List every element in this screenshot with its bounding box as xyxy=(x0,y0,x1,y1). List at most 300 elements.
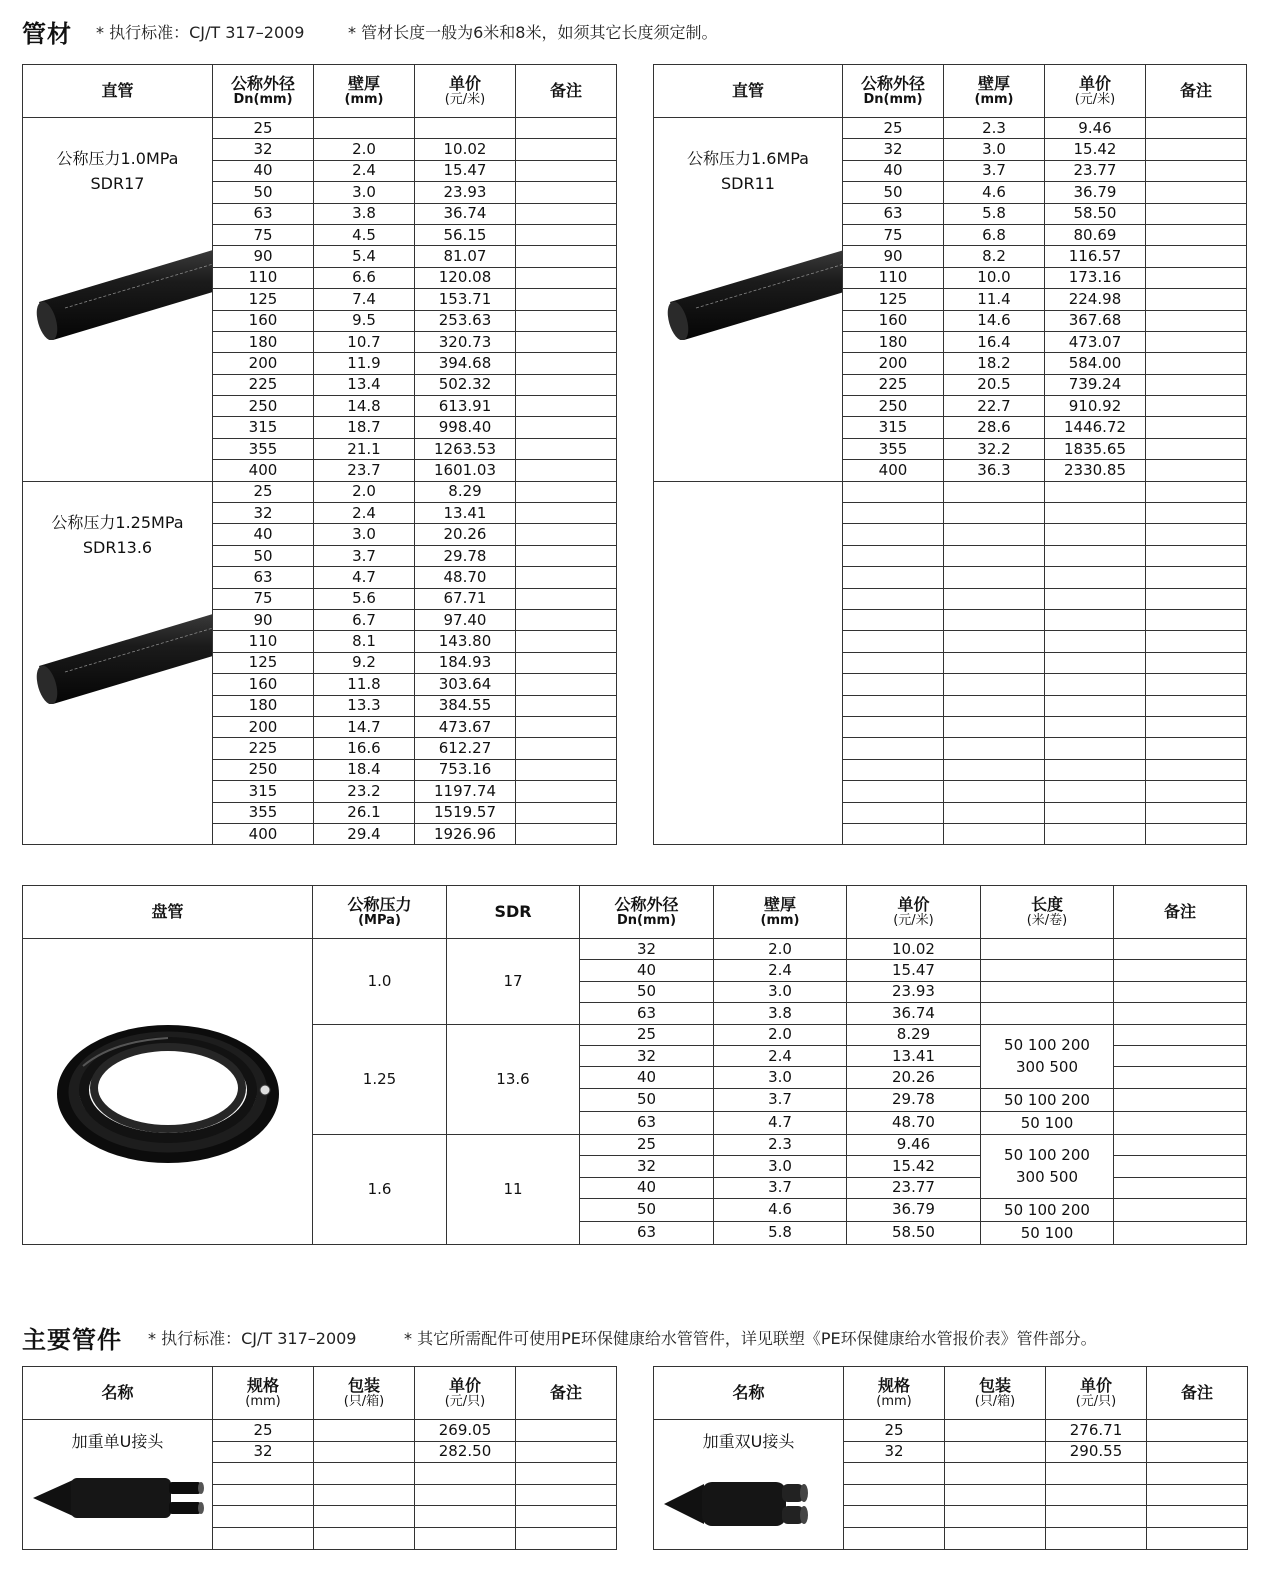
wall-cell: 36.3 xyxy=(944,460,1045,481)
empty-cell xyxy=(944,674,1045,695)
price-cell: 97.40 xyxy=(415,609,516,630)
dn-cell: 225 xyxy=(843,374,944,395)
empty-cell xyxy=(843,652,944,673)
wall-cell: 11.4 xyxy=(944,289,1045,310)
wall-cell: 23.2 xyxy=(314,781,415,802)
empty-cell xyxy=(843,781,944,802)
price-cell: 253.63 xyxy=(415,310,516,331)
wall-cell: 9.2 xyxy=(314,652,415,673)
wall-cell: 3.0 xyxy=(944,139,1045,160)
dn-cell: 125 xyxy=(843,289,944,310)
dn-cell: 63 xyxy=(213,203,314,224)
table-row xyxy=(23,939,1247,960)
remark-cell xyxy=(1114,1221,1247,1244)
wall-cell: 5.8 xyxy=(714,1221,847,1244)
dn-cell: 40 xyxy=(213,160,314,181)
wall-cell: 3.7 xyxy=(714,1177,847,1198)
price-cell: 36.79 xyxy=(847,1198,981,1221)
dn-cell: 180 xyxy=(213,331,314,352)
coil-sdr-cell: 17 xyxy=(447,939,580,1025)
empty-cell xyxy=(843,524,944,545)
remark-cell xyxy=(516,374,617,395)
price-cell: 67.71 xyxy=(415,588,516,609)
empty-cell xyxy=(944,567,1045,588)
remark-cell xyxy=(516,310,617,331)
dn-cell: 90 xyxy=(213,246,314,267)
dn-cell: 32 xyxy=(213,139,314,160)
wall-cell: 16.4 xyxy=(944,331,1045,352)
price-cell: 276.71 xyxy=(1046,1420,1147,1442)
wall-cell: 3.7 xyxy=(714,1088,847,1111)
price-cell: 1926.96 xyxy=(415,823,516,844)
spec-cell xyxy=(844,1484,945,1506)
price-cell: 8.29 xyxy=(847,1024,981,1045)
wall-cell: 3.8 xyxy=(714,1003,847,1024)
wall-cell xyxy=(314,118,415,139)
empty-cell xyxy=(843,567,944,588)
empty-cell xyxy=(944,631,1045,652)
dn-cell: 180 xyxy=(843,331,944,352)
wall-cell: 2.0 xyxy=(314,481,415,502)
empty-cell xyxy=(1045,652,1146,673)
remark-cell xyxy=(516,396,617,417)
fit-header-pack: 包装 (只/箱) xyxy=(314,1367,415,1420)
empty-cell xyxy=(1045,503,1146,524)
black-pipe-image xyxy=(666,230,843,340)
price-cell: 282.50 xyxy=(415,1441,516,1463)
remark-cell xyxy=(1147,1463,1248,1485)
empty-cell xyxy=(1146,524,1247,545)
wall-cell: 2.3 xyxy=(944,118,1045,139)
length-cell xyxy=(981,981,1114,1002)
pack-cell xyxy=(945,1420,1046,1442)
wall-cell: 4.7 xyxy=(714,1111,847,1134)
remark-cell xyxy=(1146,182,1247,203)
price-cell: 613.91 xyxy=(415,396,516,417)
table-row xyxy=(23,481,617,502)
dn-cell: 180 xyxy=(213,695,314,716)
coil-sdr-cell: 11 xyxy=(447,1134,580,1244)
empty-cell xyxy=(1045,781,1146,802)
fitting-standard-note: * 执行标准：CJ/T 317–2009 xyxy=(148,1329,357,1348)
remark-cell xyxy=(1146,139,1247,160)
wall-cell: 2.4 xyxy=(314,503,415,524)
empty-cell xyxy=(1045,481,1146,502)
empty-cell xyxy=(944,545,1045,566)
wall-cell: 11.8 xyxy=(314,674,415,695)
dn-cell: 250 xyxy=(213,396,314,417)
dn-cell: 400 xyxy=(213,460,314,481)
price-cell: 473.07 xyxy=(1045,331,1146,352)
empty-cell xyxy=(1045,695,1146,716)
remark-cell xyxy=(516,823,617,844)
table-row xyxy=(654,481,1247,502)
price-cell: 473.67 xyxy=(415,716,516,737)
empty-cell xyxy=(843,716,944,737)
spec-cell xyxy=(844,1527,945,1549)
wall-cell: 2.4 xyxy=(714,1045,847,1066)
wall-cell: 21.1 xyxy=(314,438,415,459)
dn-cell: 75 xyxy=(213,588,314,609)
pack-cell xyxy=(945,1527,1046,1549)
price-cell: 23.93 xyxy=(415,182,516,203)
dn-cell: 40 xyxy=(843,160,944,181)
remark-cell xyxy=(516,353,617,374)
length-note: * 管材长度一般为6米和8米，如须其它长度须定制。 xyxy=(348,23,718,42)
empty-cell xyxy=(843,823,944,844)
remark-cell xyxy=(516,438,617,459)
empty-cell xyxy=(843,759,944,780)
wall-cell: 13.4 xyxy=(314,374,415,395)
price-cell: 320.73 xyxy=(415,331,516,352)
remark-cell xyxy=(1146,203,1247,224)
price-cell: 269.05 xyxy=(415,1420,516,1442)
remark-cell xyxy=(516,652,617,673)
price-cell: 1835.65 xyxy=(1045,438,1146,459)
remark-cell xyxy=(516,182,617,203)
remark-cell xyxy=(1114,1134,1247,1155)
empty-cell xyxy=(1146,695,1247,716)
remark-cell xyxy=(516,802,617,823)
remark-cell xyxy=(516,1420,617,1442)
price-cell: 20.26 xyxy=(415,524,516,545)
fit-header-spec: 规格 (mm) xyxy=(213,1367,314,1420)
spec-cell xyxy=(844,1506,945,1528)
wall-cell: 29.4 xyxy=(314,823,415,844)
fitting-name-cell xyxy=(654,1420,844,1550)
empty-cell xyxy=(1146,631,1247,652)
price-cell: 36.79 xyxy=(1045,182,1146,203)
remark-cell xyxy=(1147,1420,1248,1442)
remark-cell xyxy=(516,267,617,288)
header-dn: 公称外径 Dn(mm) xyxy=(213,65,314,118)
price-cell: 224.98 xyxy=(1045,289,1146,310)
fit-header-remark: 备注 xyxy=(1147,1367,1248,1420)
empty-cell xyxy=(944,802,1045,823)
dn-cell: 225 xyxy=(213,374,314,395)
dn-cell: 160 xyxy=(213,310,314,331)
price-cell: 80.69 xyxy=(1045,224,1146,245)
remark-cell xyxy=(1146,310,1247,331)
remark-cell xyxy=(1147,1506,1248,1528)
coil-table xyxy=(22,885,1247,1245)
dn-cell: 50 xyxy=(580,981,714,1002)
price-cell xyxy=(1046,1527,1147,1549)
remark-cell xyxy=(516,331,617,352)
empty-cell xyxy=(1146,652,1247,673)
standard-note: * 执行标准：CJ/T 317–2009 xyxy=(96,23,305,42)
remark-cell xyxy=(516,417,617,438)
length-value: 300 500 xyxy=(1015,1168,1079,1187)
wall-cell: 3.0 xyxy=(314,524,415,545)
dn-cell: 25 xyxy=(580,1024,714,1045)
empty-cell xyxy=(944,609,1045,630)
empty-cell xyxy=(944,759,1045,780)
empty-cell xyxy=(1146,738,1247,759)
price-cell: 36.74 xyxy=(415,203,516,224)
empty-cell xyxy=(1045,545,1146,566)
empty-cell xyxy=(1146,802,1247,823)
coil-header-wall: 壁厚 (mm) xyxy=(714,886,847,939)
pipe-table-right xyxy=(653,64,1247,845)
price-cell xyxy=(1046,1484,1147,1506)
price-cell: 23.77 xyxy=(1045,160,1146,181)
black-pipe-image xyxy=(35,230,213,340)
wall-cell: 3.8 xyxy=(314,203,415,224)
empty-cell xyxy=(1146,545,1247,566)
empty-cell xyxy=(1146,567,1247,588)
remark-cell xyxy=(1114,1198,1247,1221)
price-cell: 2330.85 xyxy=(1045,460,1146,481)
remark-cell xyxy=(516,1506,617,1528)
wall-cell: 18.2 xyxy=(944,353,1045,374)
remark-cell xyxy=(1146,246,1247,267)
wall-cell: 3.0 xyxy=(714,981,847,1002)
empty-cell xyxy=(843,609,944,630)
double-u-joint-image xyxy=(662,1476,842,1532)
dn-cell: 160 xyxy=(213,674,314,695)
spec-cell xyxy=(213,1484,314,1506)
remark-cell xyxy=(1114,1111,1247,1134)
remark-cell xyxy=(516,289,617,310)
dn-cell: 200 xyxy=(213,353,314,374)
dn-cell: 25 xyxy=(213,481,314,502)
wall-cell: 9.5 xyxy=(314,310,415,331)
pipe-table-left xyxy=(22,64,617,845)
coil-header-length: 长度 (米/卷) xyxy=(981,886,1114,939)
remark-cell xyxy=(516,1441,617,1463)
dn-cell: 25 xyxy=(580,1134,714,1155)
header-wall: 壁厚 (mm) xyxy=(944,65,1045,118)
remark-cell xyxy=(516,1527,617,1549)
remark-cell xyxy=(516,160,617,181)
dn-cell: 32 xyxy=(580,1045,714,1066)
price-cell: 9.46 xyxy=(1045,118,1146,139)
length-value: 300 500 xyxy=(1015,1058,1079,1077)
pack-cell xyxy=(945,1506,1046,1528)
price-cell: 384.55 xyxy=(415,695,516,716)
section-title-pipes: 管材 xyxy=(22,20,72,48)
remark-cell xyxy=(516,246,617,267)
section-title-fittings: 主要管件 xyxy=(22,1326,122,1354)
price-cell xyxy=(415,118,516,139)
remark-cell xyxy=(1114,1177,1247,1198)
empty-cell xyxy=(944,695,1045,716)
price-cell: 48.70 xyxy=(415,567,516,588)
empty-cell xyxy=(1045,759,1146,780)
price-cell: 584.00 xyxy=(1045,353,1146,374)
length-cell xyxy=(981,1134,1114,1198)
price-cell: 48.70 xyxy=(847,1111,981,1134)
wall-cell: 4.6 xyxy=(714,1198,847,1221)
remark-cell xyxy=(516,631,617,652)
dn-cell: 63 xyxy=(213,567,314,588)
remark-cell xyxy=(1146,396,1247,417)
price-cell: 502.32 xyxy=(415,374,516,395)
wall-cell: 22.7 xyxy=(944,396,1045,417)
remark-cell xyxy=(516,118,617,139)
remark-cell xyxy=(1146,160,1247,181)
sdr-label: SDR13.6 xyxy=(82,537,153,557)
coil-header-price: 单价 (元/米) xyxy=(847,886,981,939)
remark-cell xyxy=(1114,1024,1247,1045)
remark-cell xyxy=(1114,981,1247,1002)
remark-cell xyxy=(516,567,617,588)
price-cell: 36.74 xyxy=(847,1003,981,1024)
wall-cell: 14.6 xyxy=(944,310,1045,331)
wall-cell: 10.0 xyxy=(944,267,1045,288)
empty-cell xyxy=(944,524,1045,545)
remark-cell xyxy=(516,759,617,780)
pressure-group-cell xyxy=(23,118,213,482)
pack-cell xyxy=(945,1463,1046,1485)
empty-cell xyxy=(944,716,1045,737)
remark-cell xyxy=(1146,460,1247,481)
sdr-label: SDR17 xyxy=(90,174,145,193)
header-type: 直管 xyxy=(654,65,843,118)
empty-cell xyxy=(843,738,944,759)
dn-cell: 110 xyxy=(843,267,944,288)
price-cell: 10.02 xyxy=(847,939,981,960)
dn-cell: 32 xyxy=(213,503,314,524)
wall-cell: 5.6 xyxy=(314,588,415,609)
empty-cell xyxy=(1045,567,1146,588)
coil-header-pressure: 公称压力 (MPa) xyxy=(313,886,447,939)
spec-cell xyxy=(213,1506,314,1528)
wall-cell: 18.4 xyxy=(314,759,415,780)
empty-cell xyxy=(1045,524,1146,545)
remark-cell xyxy=(1114,960,1247,981)
price-cell: 23.77 xyxy=(847,1177,981,1198)
header-dn: 公称外径 Dn(mm) xyxy=(843,65,944,118)
remark-cell xyxy=(1114,1067,1247,1088)
price-cell: 290.55 xyxy=(1046,1441,1147,1463)
empty-cell xyxy=(1045,609,1146,630)
empty-cell xyxy=(944,481,1045,502)
empty-cell xyxy=(843,631,944,652)
dn-cell: 25 xyxy=(843,118,944,139)
empty-cell xyxy=(1045,823,1146,844)
price-cell: 739.24 xyxy=(1045,374,1146,395)
empty-cell xyxy=(944,738,1045,759)
wall-cell: 7.4 xyxy=(314,289,415,310)
pack-cell xyxy=(314,1441,415,1463)
dn-cell: 40 xyxy=(580,1067,714,1088)
spec-cell: 25 xyxy=(213,1420,314,1442)
empty-cell xyxy=(1146,674,1247,695)
remark-cell xyxy=(516,609,617,630)
price-cell: 120.08 xyxy=(415,267,516,288)
empty-cell xyxy=(843,674,944,695)
remark-cell xyxy=(1146,118,1247,139)
dn-cell: 90 xyxy=(213,609,314,630)
length-value: 50 100 xyxy=(1020,1223,1074,1242)
dn-cell: 50 xyxy=(843,182,944,203)
fit-header-name: 名称 xyxy=(654,1367,844,1420)
wall-cell: 6.6 xyxy=(314,267,415,288)
empty-cell xyxy=(1146,609,1247,630)
empty-cell xyxy=(944,588,1045,609)
price-cell: 612.27 xyxy=(415,738,516,759)
dn-cell: 50 xyxy=(580,1198,714,1221)
fitting-table-left xyxy=(22,1366,617,1550)
empty-cell xyxy=(1045,802,1146,823)
wall-cell: 16.6 xyxy=(314,738,415,759)
dn-cell: 32 xyxy=(580,939,714,960)
wall-cell: 2.4 xyxy=(714,960,847,981)
pressure-group-cell xyxy=(23,481,213,845)
coil-sdr-cell: 13.6 xyxy=(447,1024,580,1134)
fitting-table-right xyxy=(653,1366,1248,1550)
dn-cell: 200 xyxy=(213,716,314,737)
fitting-name: 加重单U接头 xyxy=(71,1432,164,1451)
remark-cell xyxy=(516,224,617,245)
remark-cell xyxy=(516,545,617,566)
dn-cell: 63 xyxy=(580,1111,714,1134)
empty-cell xyxy=(1045,631,1146,652)
dn-cell: 90 xyxy=(843,246,944,267)
dn-cell: 355 xyxy=(843,438,944,459)
black-pipe-image xyxy=(35,594,213,704)
remark-cell xyxy=(516,674,617,695)
empty-cell xyxy=(1146,823,1247,844)
empty-cell xyxy=(1146,716,1247,737)
dn-cell: 125 xyxy=(213,289,314,310)
sdr-label: SDR11 xyxy=(721,174,775,193)
coil-header-sdr: SDR xyxy=(447,886,580,939)
length-cell xyxy=(981,1198,1114,1221)
dn-cell: 110 xyxy=(213,267,314,288)
dn-cell: 315 xyxy=(213,417,314,438)
remark-cell xyxy=(516,203,617,224)
empty-cell xyxy=(944,652,1045,673)
price-cell: 29.78 xyxy=(847,1088,981,1111)
price-cell: 9.46 xyxy=(847,1134,981,1155)
price-cell: 367.68 xyxy=(1045,310,1146,331)
wall-cell: 4.7 xyxy=(314,567,415,588)
price-cell: 116.57 xyxy=(1045,246,1146,267)
price-cell: 56.15 xyxy=(415,224,516,245)
pressure-label: 公称压力1.25MPa xyxy=(51,512,184,532)
spec-cell xyxy=(213,1463,314,1485)
price-cell xyxy=(1046,1506,1147,1528)
pack-cell xyxy=(314,1463,415,1485)
coil-header-remark: 备注 xyxy=(1114,886,1247,939)
dn-cell: 40 xyxy=(580,1177,714,1198)
coil-pressure-cell: 1.0 xyxy=(313,939,447,1025)
fit-header-name: 名称 xyxy=(23,1367,213,1420)
remark-cell xyxy=(1114,1156,1247,1177)
empty-cell xyxy=(1146,759,1247,780)
empty-cell xyxy=(843,503,944,524)
remark-cell xyxy=(1146,417,1247,438)
fit-header-price: 单价 (元/只) xyxy=(415,1367,516,1420)
fit-header-remark: 备注 xyxy=(516,1367,617,1420)
price-cell: 20.26 xyxy=(847,1067,981,1088)
dn-cell: 160 xyxy=(843,310,944,331)
dn-cell: 250 xyxy=(213,759,314,780)
dn-cell: 400 xyxy=(213,823,314,844)
coil-header-type: 盘管 xyxy=(23,886,313,939)
empty-cell xyxy=(944,823,1045,844)
remark-cell xyxy=(1147,1441,1248,1463)
length-cell xyxy=(981,939,1114,960)
length-cell xyxy=(981,1111,1114,1134)
price-cell: 910.92 xyxy=(1045,396,1146,417)
empty-cell xyxy=(1146,503,1247,524)
fit-header-spec: 规格 (mm) xyxy=(844,1367,945,1420)
single-u-joint-image xyxy=(31,1470,211,1526)
